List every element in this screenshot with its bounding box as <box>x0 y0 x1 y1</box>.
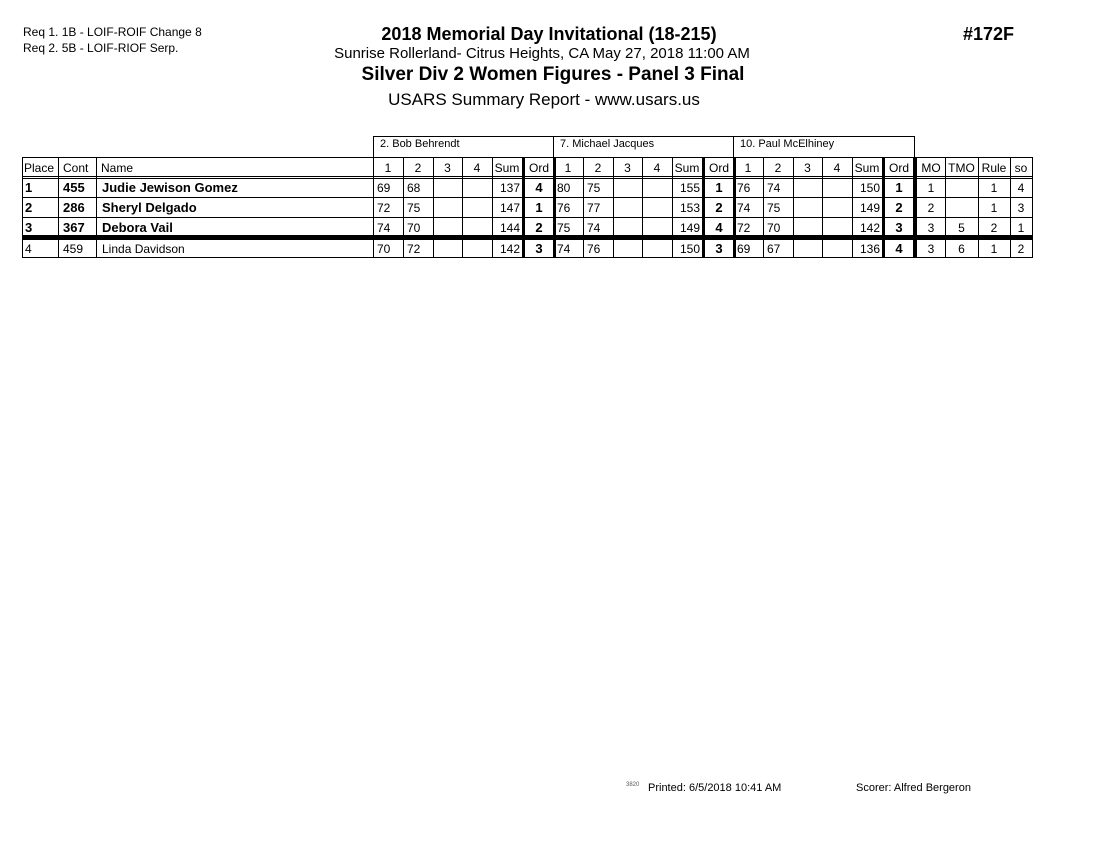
judge-2-score-s2: 74 <box>587 221 601 235</box>
cont-cell: 367 <box>63 220 85 235</box>
cont-cell: 286 <box>63 200 85 215</box>
judge-1-score-s2: 70 <box>407 221 421 235</box>
judge-1-score-s1: 74 <box>377 221 391 235</box>
tmo-cell <box>945 179 978 199</box>
judge-3-score-s4 <box>822 219 852 239</box>
judge-box-left <box>553 136 554 157</box>
column-header-mo: MO <box>921 161 941 175</box>
judge-3-ordinal-cell: 3 <box>895 220 903 235</box>
skater-name-cell: Linda Davidson <box>102 242 185 256</box>
so-cell: 2 <box>1017 242 1025 256</box>
skater-name-cell: Debora Vail <box>102 220 173 235</box>
judge-1-score-s3 <box>433 240 462 260</box>
judge-3-ordinal-cell: 2 <box>895 200 903 215</box>
judge-2-score-s3 <box>613 219 642 239</box>
judge-1-column-header-4: 4 <box>473 161 481 175</box>
mo-cell: 2 <box>927 201 935 215</box>
judge-2-score-s2: 76 <box>587 242 601 256</box>
judge-2-score-s4 <box>642 179 672 199</box>
judge-1-score-s3 <box>433 199 462 219</box>
judge-1-score-s2: 75 <box>407 201 421 215</box>
judge-1-sum-cell: 142 <box>499 242 520 256</box>
tmo-cell <box>945 199 978 219</box>
event-number: #172F <box>963 24 1015 44</box>
judge-2-score-s4 <box>642 219 672 239</box>
judge-3-sum-cell: 149 <box>859 201 880 215</box>
rule-cell: 1 <box>990 242 998 256</box>
judge-1-score-s2: 72 <box>407 242 421 256</box>
place-cell: 3 <box>25 220 33 235</box>
judge-2-score-s1: 74 <box>557 242 571 256</box>
so-cell: 4 <box>1017 181 1025 195</box>
judge-1-ordinal-cell: 4 <box>535 180 543 195</box>
printed-timestamp: Printed: 6/5/2018 10:41 AM <box>648 782 782 794</box>
judge-1-ordinal-cell: 1 <box>535 200 543 215</box>
judge-1-column-header-3: 3 <box>444 161 451 175</box>
judge-3-score-s1: 69 <box>737 242 751 256</box>
rule-cell: 1 <box>990 201 998 215</box>
judge-1-sum-cell: 137 <box>499 181 520 195</box>
mo-cell: 3 <box>927 221 935 235</box>
judge-3-score-s3 <box>793 199 822 219</box>
judge-3-score-s1: 72 <box>737 221 751 235</box>
judge-3-column-header-1: 1 <box>744 161 752 175</box>
judge-3-ordinal-cell: 1 <box>895 180 903 195</box>
skater-name-cell: Judie Jewison Gomez <box>102 180 238 195</box>
judge-2-column-header-1: 1 <box>564 161 572 175</box>
judge-1-score-s1: 70 <box>377 242 391 256</box>
judge-1-ordinal-cell: 3 <box>535 241 543 256</box>
event-name: Silver Div 2 Women Figures - Panel 3 Final <box>361 64 745 85</box>
judge-1-score-s2: 68 <box>407 181 421 195</box>
judge-1-column-header-1: 1 <box>384 161 392 175</box>
judge-box-right <box>914 136 915 157</box>
column-header-tmo: TMO <box>948 161 975 175</box>
judge-3-score-s4 <box>822 199 852 219</box>
report-line: USARS Summary Report - www.usars.us <box>388 90 700 109</box>
judge-2-ordinal-cell: 3 <box>715 241 723 256</box>
rule-cell: 2 <box>990 221 998 235</box>
judge-3-column-header-4: 4 <box>833 161 841 175</box>
judge-1-ordinal-cell: 2 <box>535 220 543 235</box>
judge-2-column-header-ord: Ord <box>708 161 729 175</box>
judge-2-column-header-4: 4 <box>653 161 661 175</box>
judge-3-column-header-ord: Ord <box>888 161 909 175</box>
judge-2-sum-cell: 155 <box>679 181 700 195</box>
rule-cell: 1 <box>990 181 998 195</box>
cont-cell: 459 <box>63 242 84 256</box>
column-line <box>1032 157 1033 258</box>
so-cell: 3 <box>1017 201 1025 215</box>
judge-1-score-s1: 69 <box>377 181 391 195</box>
judge-2-score-s1: 76 <box>557 201 571 215</box>
judge-3-column-header-sum: Sum <box>854 161 880 175</box>
so-cell: 1 <box>1017 221 1025 235</box>
requirement-1: Req 1. 1B - LOIF-ROIF Change 8 <box>23 25 202 39</box>
event-title: 2018 Memorial Day Invitational (18-215) <box>381 24 717 44</box>
venue-line: Sunrise Rollerland- Citrus Heights, CA May 27, 2018 11:00 AM <box>334 45 750 62</box>
judge-2-sum-cell: 150 <box>679 242 700 256</box>
judge-2-score-s3 <box>613 179 642 199</box>
judge-1-column-header-2: 2 <box>414 161 422 175</box>
judge-3-sum-cell: 142 <box>859 221 880 235</box>
judge-2-score-s4 <box>642 199 672 219</box>
judge-2-ordinal-cell: 2 <box>715 200 723 215</box>
judge-3-score-s1: 74 <box>737 201 751 215</box>
judge-2-column-header-3: 3 <box>624 161 631 175</box>
judge-3-score-s2: 67 <box>767 242 781 256</box>
column-header-name: Name <box>101 161 134 175</box>
judge-3-score-s3 <box>793 219 822 239</box>
judge-2-score-s3 <box>613 240 642 260</box>
judge-2-score-s2: 75 <box>587 181 601 195</box>
judge-3-column-header-2: 2 <box>774 161 782 175</box>
place-cell: 2 <box>25 200 33 215</box>
judge-2-ordinal-cell: 1 <box>715 180 723 195</box>
place-cell: 1 <box>25 180 33 195</box>
judge-2-sum-cell: 153 <box>679 201 700 215</box>
judge-3-score-s3 <box>793 240 822 260</box>
judge-3-ordinal-cell: 4 <box>895 241 903 256</box>
tmo-cell: 5 <box>958 221 965 235</box>
column-header-so: so <box>1014 161 1028 175</box>
judge-3-score-s4 <box>822 240 852 260</box>
judge-name: 7. Michael Jacques <box>560 138 655 150</box>
judge-box-left <box>733 136 734 157</box>
judge-3-score-s1: 76 <box>737 181 751 195</box>
place-cell: 4 <box>25 242 32 256</box>
judge-1-sum-cell: 144 <box>499 221 520 235</box>
judge-1-score-s4 <box>462 240 492 260</box>
judge-2-score-s1: 80 <box>557 181 571 195</box>
judge-1-score-s4 <box>462 179 492 199</box>
judge-2-column-header-sum: Sum <box>674 161 700 175</box>
judge-1-column-header-sum: Sum <box>494 161 520 175</box>
column-header-rule: Rule <box>981 161 1007 175</box>
judge-3-score-s2: 74 <box>767 181 781 195</box>
mo-cell: 3 <box>927 242 935 256</box>
scorer-name: Scorer: Alfred Bergeron <box>856 782 971 794</box>
judge-3-score-s3 <box>793 179 822 199</box>
tmo-cell: 6 <box>958 242 965 256</box>
judge-3-score-s4 <box>822 179 852 199</box>
judge-3-sum-cell: 150 <box>859 181 880 195</box>
judge-box-left <box>373 136 374 157</box>
skater-name-cell: Sheryl Delgado <box>102 200 197 215</box>
judge-2-score-s1: 75 <box>557 221 571 235</box>
judge-2-ordinal-cell: 4 <box>715 220 723 235</box>
column-header-place: Place <box>24 161 55 175</box>
judge-1-score-s3 <box>433 179 462 199</box>
judge-1-sum-cell: 147 <box>499 201 520 215</box>
judge-1-score-s1: 72 <box>377 201 391 215</box>
judge-2-score-s2: 77 <box>587 201 601 215</box>
mo-cell: 1 <box>927 181 935 195</box>
cont-cell: 455 <box>63 180 85 195</box>
judge-2-column-header-2: 2 <box>594 161 602 175</box>
judge-2-score-s3 <box>613 199 642 219</box>
judge-name: 2. Bob Behrendt <box>380 138 460 150</box>
judge-name: 10. Paul McElhiney <box>740 138 835 150</box>
requirement-2: Req 2. 5B - LOIF-RIOF Serp. <box>23 41 179 55</box>
judge-1-score-s4 <box>462 199 492 219</box>
judge-1-column-header-ord: Ord <box>528 161 549 175</box>
footer-code: 3820 <box>626 782 640 788</box>
judge-3-score-s2: 75 <box>767 201 781 215</box>
judge-1-score-s4 <box>462 219 492 239</box>
judge-2-score-s4 <box>642 240 672 260</box>
column-header-cont: Cont <box>63 161 89 175</box>
judge-1-score-s3 <box>433 219 462 239</box>
judge-3-column-header-3: 3 <box>804 161 811 175</box>
judge-3-score-s2: 70 <box>767 221 781 235</box>
judge-3-sum-cell: 136 <box>859 242 880 256</box>
judge-2-sum-cell: 149 <box>679 221 700 235</box>
